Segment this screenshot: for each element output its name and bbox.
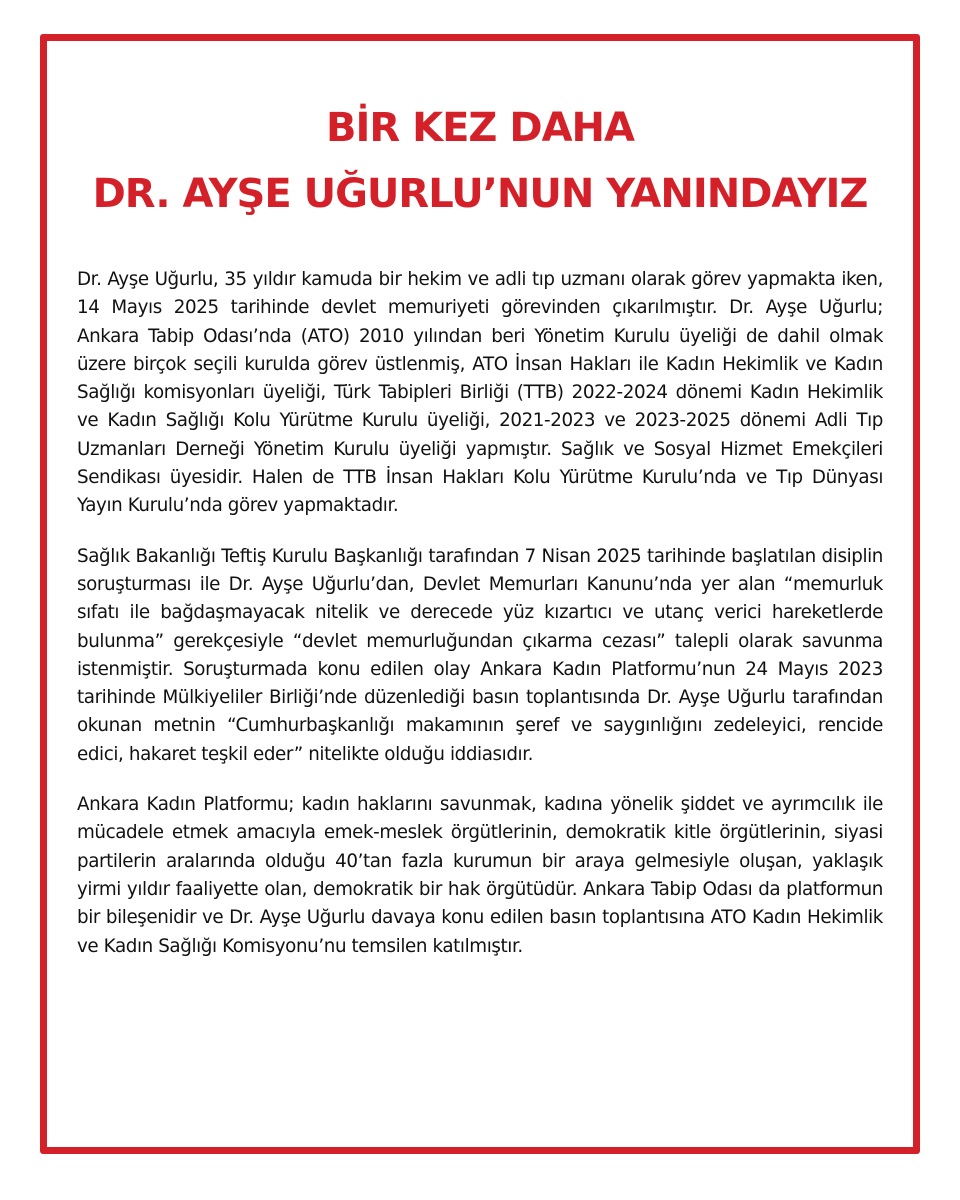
title-line-2: DR. AYŞE UĞURLU’NUN YANINDAYIZ [92, 171, 868, 217]
title-line-1: BİR KEZ DAHA [326, 105, 634, 151]
paragraph-1: Dr. Ayşe Uğurlu, 35 yıldır kamuda bir hekim ve adli tıp uzmanı olarak görev yapmakta iken, 14 Mayıs 2025 tarihinde devlet memuriyeti görevinden çıkarılmıştır. Dr. Ayşe Uğurlu; Ankara Tabip Odası’nda (ATO) 2010 yılından beri Yönetim Kurulu üyeliği de dahil olmak üzere birçok seçili kurulda görev üstlenmiş, ATO İnsan Hakları ile Kadın Hekimlik ve Kadın Sağlığı komisyonları üyeliği, Türk Tabipleri Birliği (TTB) 2022-2024 dönemi Kadın Hekimlik ve Kadın Sağlığı Kolu Yürütme Kurulu üyeliği, 2021-2023 ve 2023-2025 dönemi Adli Tıp Uzmanları Derneği Yönetim Kurulu üyeliği yapmıştır. Sağlık ve Sosyal Hizmet Emekçileri Sendikası üyesidir. Halen de TTB İnsan Hakları Kolu Yürütme Kurulu’nda ve Tıp Dünyası Yayın Kurulu’nda görev yapmaktadır. [77, 269, 883, 517]
statement-body [77, 266, 883, 983]
paragraph-3: Ankara Kadın Platformu; kadın haklarını savunmak, kadına yönelik şiddet ve ayrımcılık ile mücadele etmek amacıyla emek-meslek örgütlerinin, demokratik kitle örgütlerinin, siyasi partilerin aralarında olduğu 40’tan fazla kurumun bir araya gelmesiyle oluşan, yaklaşık yirmi yıldır faaliyette olan, demokratik bir hak örgütüdür. Ankara Tabip Odası da platformun bir bileşenidir ve Dr. Ayşe Uğurlu davaya konu edilen basın toplantısına ATO Kadın Hekimlik ve Kadın Sağlığı Komisyonu’nu temsilen katılmıştır. [77, 794, 883, 957]
page-title [0, 95, 960, 227]
paragraph-2: Sağlık Bakanlığı Teftiş Kurulu Başkanlığı tarafından 7 Nisan 2025 tarihinde başlatılan disiplin soruşturması ile Dr. Ayşe Uğurlu’dan, Devlet Memurları Kanunu’nda yer alan “memurluk sıfatı ile bağdaşmayacak nitelik ve derecede yüz kızartıcı ve utanç verici hareketlerde bulunma” gerekçesiyle “devlet memurluğundan çıkarma cezası” talepli olarak savunma istenmiştir. Soruşturmada konu edilen olay Ankara Kadın Platformu’nun 24 Mayıs 2023 tarihinde Mülkiyeliler Birliği’nde düzenlediği basın toplantısında Dr. Ayşe Uğurlu tarafından okunan metnin “Cumhurbaşkanlığı makamının şeref ve saygınlığını zedeleyici, rencide edici, hakaret teşkil eder” nitelikte olduğu iddiasıdır. [77, 545, 883, 765]
